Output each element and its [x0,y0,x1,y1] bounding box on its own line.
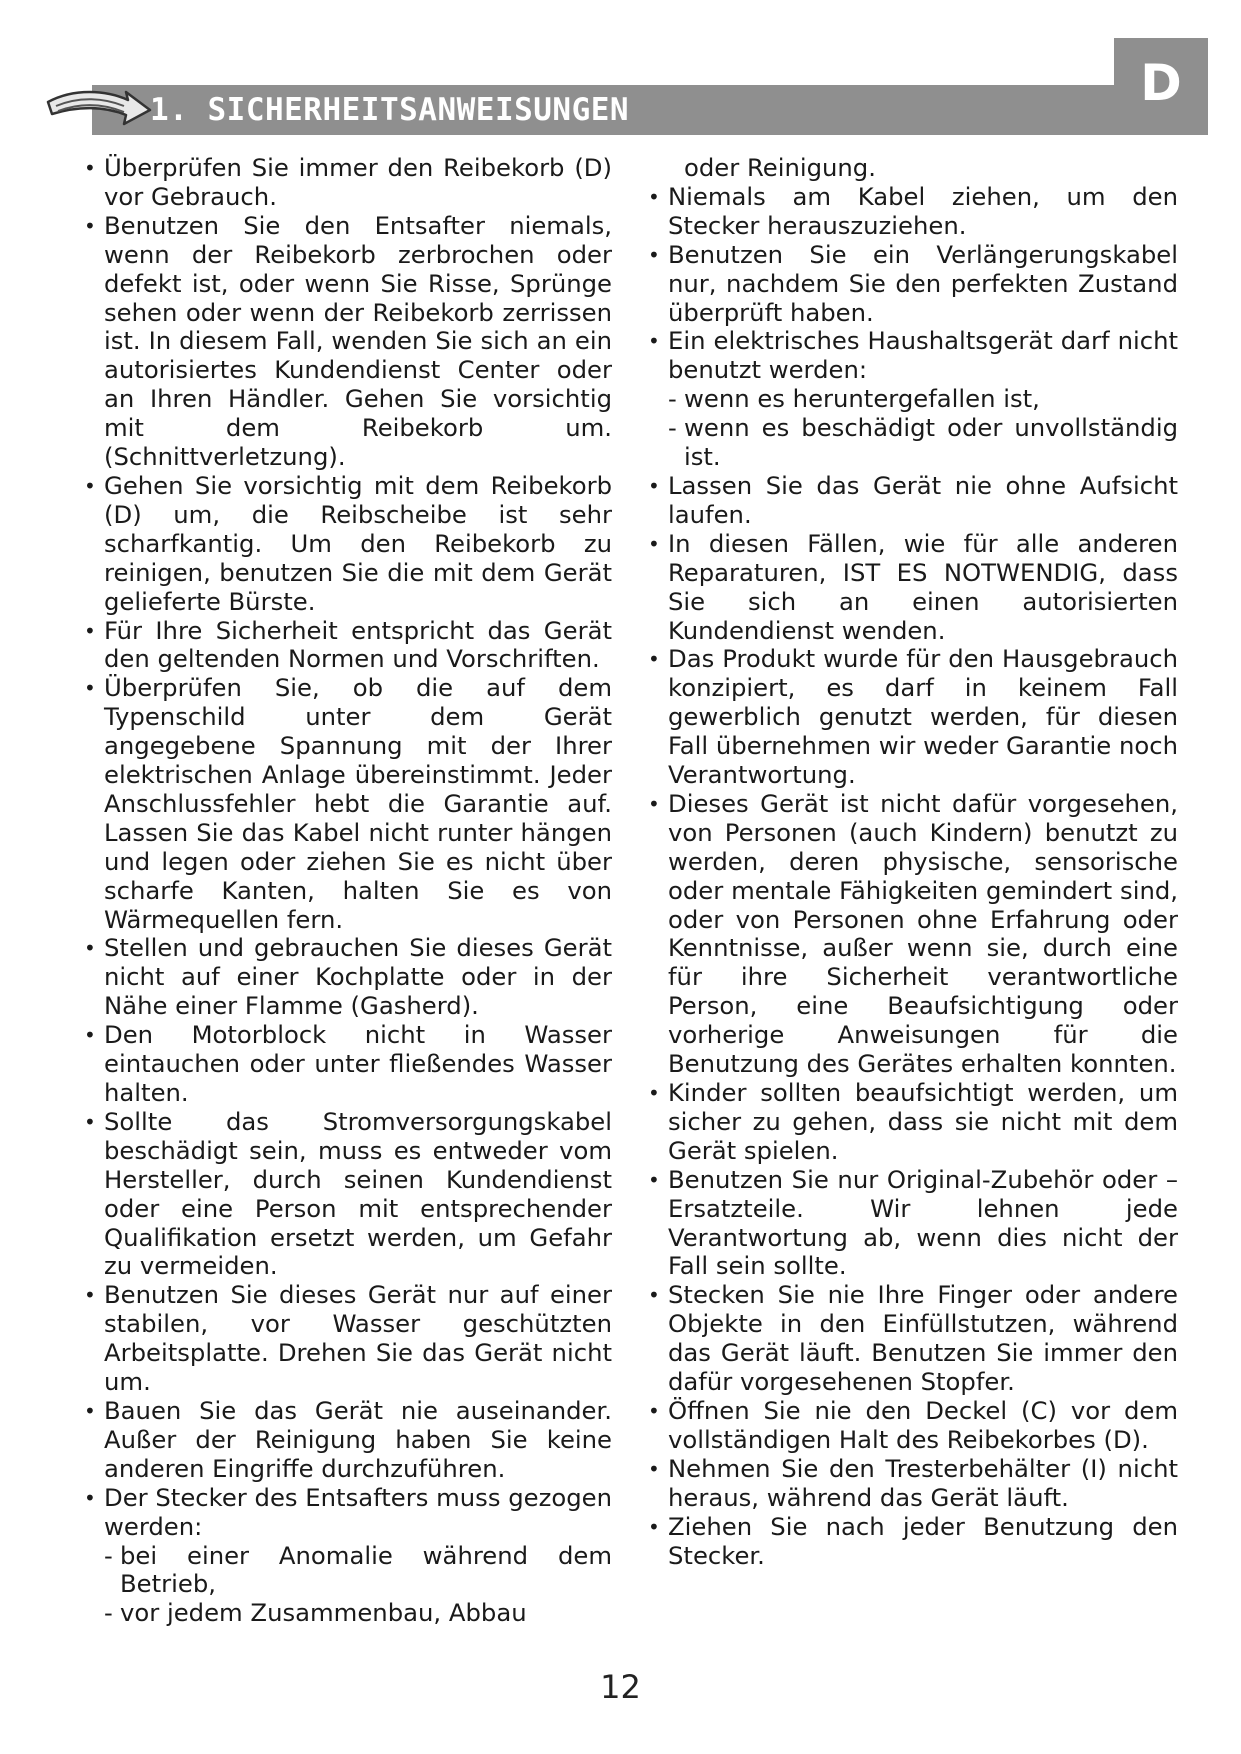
page-number: 12 [600,1668,641,1706]
dash-icon: - [104,1598,113,1628]
list-item: • Benutzen Sie nur Original-Zubehör oder –Ersatzteile. Wir lehnen jede Verantwortung ab, wenn dies nicht der Fall sein sollte. [648,1164,1178,1281]
continuation-text: oder Reinigung. [684,153,876,182]
list-item: • Nehmen Sie den Tresterbehälter (I) nicht heraus, während das Gerät läuft. [648,1453,1178,1512]
bullet-icon: • [648,184,660,209]
sub-list-item: - wenn es beschädigt oder unvollständig ist. [668,413,1178,472]
list-item: • Sollte das Stromversorgungskabel beschädigt sein, muss es entweder vom Hersteller, durch seinen Kundendienst oder eine Person mit entsprechender Qualifikation ersetzt werden, um Gefahr zu vermeiden. [84,1106,612,1281]
list-item: • Benutzen Sie ein Verlängerungskabel nur, nachdem Sie den perfekten Zustand überprüft haben. [648,239,1178,327]
bullet-icon: • [648,1398,660,1423]
list-item: • In diesen Fällen, wie für alle anderen Reparaturen, IST ES NOTWENDIG, dass Sie sich an einen autorisierten Kundendienst wenden. [648,528,1178,645]
bullet-icon: • [648,1081,660,1105]
language-tab-label: D [1140,54,1182,112]
list-item: • Gehen Sie vorsichtig mit dem Reibekorb (D) um, die Reibscheibe ist sehr scharfkantig. Um den Reibekorb zu reinigen, benutzen Sie die mit dem Gerät gelieferte Bürste. [84,470,612,616]
bullet-icon: • [84,1398,96,1423]
bullet-icon: • [648,473,660,498]
bullet-icon: • [84,936,96,961]
sub-list-item: - bei einer Anomalie während dem Betrieb, [104,1540,612,1599]
list-item: • Benutzen Sie dieses Gerät nur auf einer stabilen, vor Wasser geschützten Arbeitsplatte. Drehen Sie das Gerät nicht um. [84,1280,612,1397]
list-item: • Stecken Sie nie Ihre Finger oder andere Objekte in den Einfüllstutzen, während das Gerät läuft. Benutzen Sie immer den dafür vorgesehenen Stopfer. [648,1280,1178,1397]
bullet-icon: • [648,1456,660,1481]
bullet-icon: • [648,791,660,816]
list-item: • Überprüfen Sie immer den Reibekorb (D) vor Gebrauch. [84,153,612,211]
list-item: • Den Motorblock nicht in Wasser eintauchen oder unter fließendes Wasser halten. [84,1020,612,1107]
bullet-icon: • [648,242,660,267]
list-item: • Ziehen Sie nach jeder Benutzung den Stecker. [648,1511,1178,1570]
list-item: • Kinder sollten beaufsichtigt werden, um sicher zu gehen, dass sie nicht mit dem Gerät spielen. [648,1078,1178,1165]
bullet-icon: • [648,1167,660,1192]
bullet-icon: • [84,1109,96,1134]
bullet-icon: • [648,531,660,556]
bullet-icon: • [84,156,96,180]
bullet-icon: • [648,329,660,354]
list-item: • Dieses Gerät ist nicht dafür vorgesehen, von Personen (auch Kindern) benutzt zu werden, deren physische, sensorische oder mentale Fähigkeiten gemindert sind, oder von Personen ohne Erfahrung oder Kenntnisse, außer wenn sie, durch eine für ihre Sicherheit verantwortliche Person, eine Beaufsichtigung oder vorherige Anweisungen für die Benutzung des Gerätes erhalten konnten. [648,788,1178,1079]
list-item: • Ein elektrisches Haushaltsgerät darf nicht benutzt werden: [648,326,1178,385]
bullet-icon: • [84,1485,96,1510]
list-item: • Lassen Sie das Gerät nie ohne Aufsicht laufen. [648,470,1178,529]
bullet-icon: • [84,473,96,498]
bullet-icon: • [648,1514,660,1539]
bullet-icon: • [648,1283,660,1308]
arrow-icon [44,84,154,130]
list-item: • Überprüfen Sie, ob die auf dem Typenschild unter dem Gerät angegebene Spannung mit der Ihrer elektrischen Anlage übereinstimmt. Jeder Anschlussfehler hebt die Garantie auf. Lassen Sie das Kabel nicht runter hängen und legen oder ziehen Sie es nicht über scharfe Kanten, halten Sie es von Wärmequellen fern. [84,673,612,934]
right-column [648,154,1178,1570]
dash-icon: - [668,384,677,414]
language-tab [1114,38,1208,135]
bullet-icon: • [84,618,96,643]
list-item: • Benutzen Sie den Entsafter niemals, wenn der Reibekorb zerbrochen oder defekt ist, oder wenn Sie Risse, Sprünge sehen oder wenn der Reibekorb zerrissen ist. In diesem Fall, wenden Sie sich an ein autorisiertes Kundendienst Center oder an Ihren Händler. Gehen Sie vorsichtig mit dem Reibekorb um. (Schnittverletzung). [84,210,612,472]
list-item: • Stellen und gebrauchen Sie dieses Gerät nicht auf einer Kochplatte oder in der Nähe einer Flamme (Gasherd). [84,933,612,1021]
bullet-icon: • [648,647,660,672]
dash-icon: - [668,413,677,443]
section-title: 1. SICHERHEITSANWEISUNGEN [150,92,630,128]
bullet-icon: • [84,213,96,238]
sub-list-item: - wenn es heruntergefallen ist, [668,384,1040,414]
list-item: • Für Ihre Sicherheit entspricht das Gerät den geltenden Normen und Vorschriften. [84,615,612,674]
list-item: • Öffnen Sie nie den Deckel (C) vor dem vollständigen Halt des Reibekorbes (D). [648,1395,1178,1454]
bullet-icon: • [84,1023,96,1048]
list-item: • Der Stecker des Entsafters muss gezogen werden: [84,1482,612,1541]
dash-icon: - [104,1540,113,1570]
sub-list-item: - vor jedem Zusammenbau, Abbau [104,1598,527,1628]
list-item: • Bauen Sie das Gerät nie auseinander. Außer der Reinigung haben Sie keine anderen Eingriffe durchzuführen. [84,1395,612,1483]
bullet-icon: • [84,1283,96,1308]
list-item: • Das Produkt wurde für den Hausgebrauch konzipiert, es darf in keinem Fall gewerblich genutzt werden, für diesen Fall übernehmen wir weder Garantie noch Verantwortung. [648,644,1178,790]
left-column [84,154,612,1628]
bullet-icon: • [84,676,96,701]
list-item: • Niemals am Kabel ziehen, um den Stecker herauszuziehen. [648,181,1178,240]
